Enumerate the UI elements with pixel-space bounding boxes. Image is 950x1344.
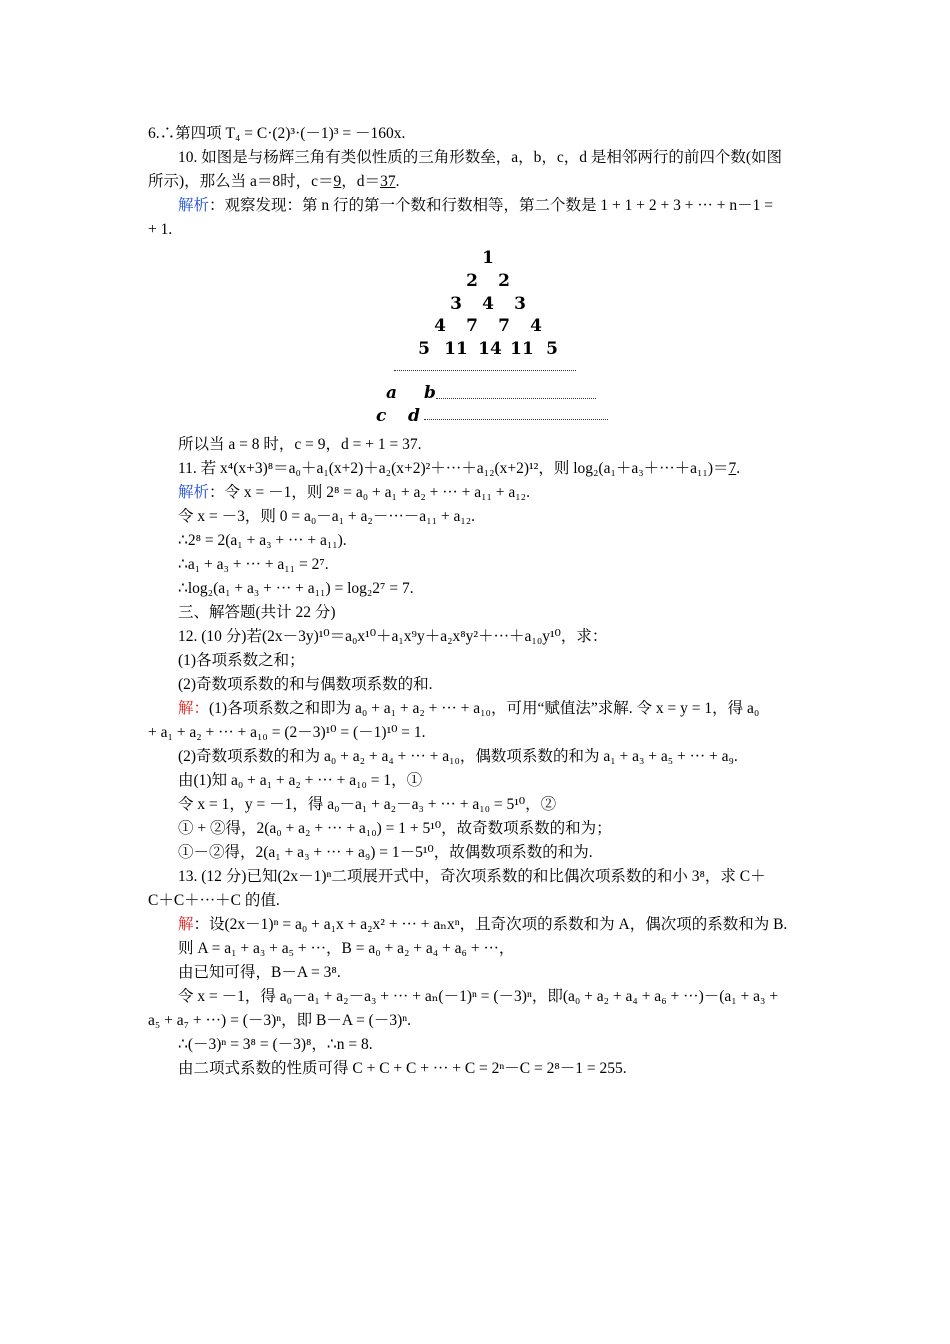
text-line: 由已知可得，B－A = 3⁸. bbox=[178, 964, 341, 981]
text-line: ∴2⁸ = 2(a₁ + a₃ + ··· + a₁₁). bbox=[178, 532, 347, 549]
text-line: (1)各项系数之和； bbox=[178, 652, 305, 669]
triangle-number: 7 bbox=[498, 316, 510, 336]
triangle-number: 11 bbox=[510, 339, 534, 359]
ellipsis-row bbox=[424, 419, 608, 420]
text-line: (2)奇数项系数的和与偶数项系数的和. bbox=[178, 676, 433, 693]
var-a: a bbox=[386, 383, 398, 403]
text-line: 令 x = －1，得 a₀－a₁ + a₂－a₃ + ··· + aₙ(－1)ⁿ = (－3)ⁿ，即(a₀ + a₂ + a₄ + a₆ + ···)－(a₁ + a₃ + bbox=[178, 988, 779, 1005]
text-line: 则 A = a₁ + a₃ + a₅ + ···，B = a₀ + a₂ + a₄ + a₆ + ···， bbox=[178, 940, 515, 957]
solution-label: 解： bbox=[178, 700, 210, 717]
triangle-number: 4 bbox=[530, 316, 542, 336]
text-line: 令 x = 1，y = －1，得 a₀－a₁ + a₂－a₃ + ··· + a₁₀ = 5¹⁰，② bbox=[178, 796, 557, 813]
question-11: 11. 若 x⁴(x+3)⁸＝a₀＋a₁(x+2)＋a₂(x+2)²＋···＋a₁₂(x+2)¹²，则 log₂(a₁＋a₃＋···＋a₁₁)＝7. bbox=[178, 460, 741, 477]
text-line: 所以当 a = 8 时，c = 9，d = + 1 = 37. bbox=[178, 436, 422, 453]
answer-11: 7 bbox=[728, 460, 737, 477]
answer-d: 37 bbox=[380, 173, 396, 190]
text-line: a₅ + a₇ + ···) = (－3)ⁿ，即 B－A = (－3)ⁿ. bbox=[148, 1012, 412, 1029]
solution-line: 解：(1)各项系数之和即为 a₀ + a₁ + a₂ + ··· + a₁₀，可用“赋值法”求解. 令 x = y = 1，得 a₀ bbox=[178, 700, 760, 717]
solution-label: 解析 bbox=[178, 197, 210, 214]
text-line: ∴(－3)ⁿ = 3⁸ = (－3)⁸，∴n = 8. bbox=[178, 1036, 373, 1053]
text-line: 6.∴第四项 T₄ = C·(2)³·(－1)³ = －160x. bbox=[148, 125, 406, 142]
triangle-number: 4 bbox=[482, 294, 494, 314]
question-10: 10. 如图是与杨辉三角有类似性质的三角形数垒，a，b，c，d 是相邻两行的前四个数(如图 bbox=[178, 149, 783, 166]
text-line: ∴log₂(a₁ + a₃ + ··· + a₁₁) = log₂2⁷ = 7. bbox=[178, 580, 414, 597]
text-line: 令 x = －3，则 0 = a₀－a₁ + a₂－···－a₁₁ + a₁₂. bbox=[178, 508, 476, 525]
triangle-number: 2 bbox=[466, 271, 478, 291]
ellipsis-row bbox=[436, 398, 596, 399]
text-line: ①－②得，2(a₁ + a₃ + ··· + a₉) = 1－5¹⁰，故偶数项系数的和为. bbox=[178, 844, 593, 861]
question-12: 12. (10 分)若(2x－3y)¹⁰＝a₀x¹⁰＋a₁x⁹y＋a₂x⁸y²＋···＋a₁₀y¹⁰，求： bbox=[178, 628, 608, 645]
triangle-number: 2 bbox=[498, 271, 510, 291]
triangle-number: 14 bbox=[478, 339, 502, 359]
var-d: d bbox=[408, 406, 420, 426]
triangle-number: 1 bbox=[482, 248, 494, 268]
text-line: 所示)，那么当 a＝8时，c＝9，d＝37. bbox=[148, 173, 400, 190]
triangle-number: 11 bbox=[444, 339, 468, 359]
number-triangle-figure bbox=[370, 246, 620, 432]
solution-line: 解：设(2x－1)ⁿ = a₀ + a₁x + a₂x² + ··· + aₙxⁿ，且奇次项的系数和为 A，偶次项的系数和为 B. bbox=[178, 916, 788, 933]
question-13: 13. (12 分)已知(2x－1)ⁿ二项展开式中，奇次项系数的和比偶次项系数的和小 3⁸，求 C＋ bbox=[178, 868, 766, 885]
var-b: b bbox=[424, 383, 436, 403]
text-line: ① + ②得，2(a₀ + a₂ + ··· + a₁₀) = 1 + 5¹⁰，故奇数项系数的和为； bbox=[178, 820, 612, 837]
solution-line: 解析：观察发现：第 n 行的第一个数和行数相等，第二个数是 1 + 1 + 2 + 3 + ··· + n－1 = bbox=[178, 197, 773, 214]
text-line: 由(1)知 a₀ + a₁ + a₂ + ··· + a₁₀ = 1，① bbox=[178, 772, 423, 789]
solution-label: 解析 bbox=[178, 484, 210, 501]
triangle-number: 3 bbox=[450, 294, 462, 314]
text-line: (2)奇数项系数的和为 a₀ + a₂ + a₄ + ··· + a₁₀，偶数项系数的和为 a₁ + a₃ + a₅ + ··· + a₉. bbox=[178, 748, 738, 765]
text-line: + 1. bbox=[148, 221, 173, 238]
triangle-number: 5 bbox=[418, 339, 430, 359]
text-line: 由二项式系数的性质可得 C + C + C + ··· + C = 2ⁿ－C = 2⁸－1 = 255. bbox=[178, 1060, 627, 1077]
text-line: ∴a₁ + a₃ + ··· + a₁₁ = 2⁷. bbox=[178, 556, 329, 573]
answer-c: 9 bbox=[333, 173, 342, 190]
triangle-number: 3 bbox=[514, 294, 526, 314]
solution-label: 解 bbox=[178, 916, 194, 933]
var-c: c bbox=[376, 406, 387, 426]
solution-line: 解析：令 x = －1，则 2⁸ = a₀ + a₁ + a₂ + ··· + a₁₁ + a₁₂. bbox=[178, 484, 530, 501]
triangle-number: 7 bbox=[466, 316, 478, 336]
section-heading: 三、解答题(共计 22 分) bbox=[178, 604, 336, 621]
ellipsis-row bbox=[394, 370, 576, 371]
triangle-number: 5 bbox=[546, 339, 558, 359]
text-line: + a₁ + a₂ + ··· + a₁₀ = (2－3)¹⁰ = (－1)¹⁰ = 1. bbox=[148, 724, 426, 741]
triangle-number: 4 bbox=[434, 316, 446, 336]
text-line: C＋C＋···＋C 的值. bbox=[148, 892, 280, 909]
